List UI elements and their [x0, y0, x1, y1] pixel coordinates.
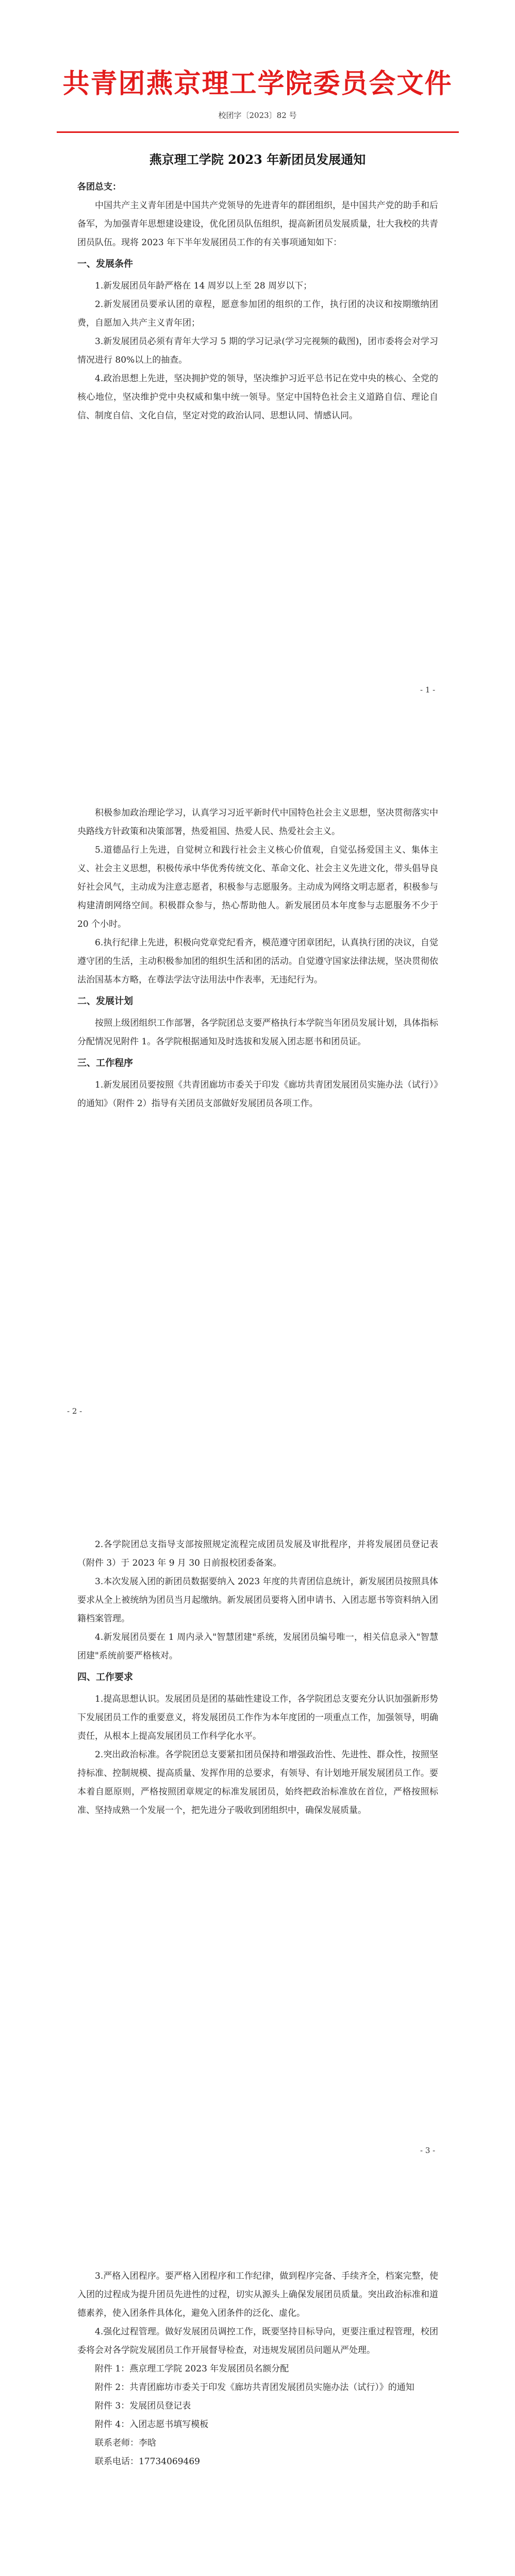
red-divider	[57, 131, 459, 133]
section-heading-3: 三、工作程序	[77, 1058, 133, 1069]
attachment-2: 附件 2：共青团廊坊市委关于印发《廊坊共青团发展团员实施办法（试行）》的通知	[95, 2382, 414, 2393]
intro-paragraph: 中国共产主义青年团是中国共产党领导的先进青年的群团组织，是中国共产党的助手和后备军，为加强青年思想建设建设，优化团员队伍组织，提高新团员发展质量，壮大我校的共青团员队伍。现将 2023 年下半年发展团员工作的有关事项通知如下：	[77, 200, 438, 248]
document-title: 燕京理工学院 2023 年新团员发展通知	[149, 152, 366, 167]
plan-paragraph: 按照上级团组织工作部署，各学院团总支要严格执行本学院当年团员发展计划，具体指标分配情况见附件 1。各学院根据通知及时选拔和发展入团志愿书和团员证。	[77, 1018, 438, 1047]
condition-item-1: 1.新发展团员年龄严格在 14 周岁以上至 28 周岁以下；	[95, 281, 312, 291]
requirement-item-1: 1.提高思想认识。发展团员是团的基础性建设工作，各学院团总支要充分认识加强新形势下发展团员工作的重要意义，将发展团员工作作为本年度团的一项重点工作，加强领导，明确责任，从根本上提高发展团员工作科学化水平。	[77, 1694, 438, 1741]
page-number: - 3 -	[420, 2146, 436, 2155]
condition-item-2: 2.新发展团员要承认团的章程，愿意参加团的组织的工作，执行团的决议和按期缴纳团费，自愿加入共产主义青年团；	[77, 299, 438, 328]
page-number: - 2 -	[67, 1406, 82, 1416]
contact-phone: 联系电话：17734069469	[95, 2456, 200, 2467]
requirement-item-3: 3.严格入团程序。要严格入团程序和工作纪律，做到程序完备、手续齐全，档案完整，使入团的过程成为提升团员先进性的过程，切实从源头上确保发展团员质量。突出政治标准和道德素养，使入团条件具体化，避免入团条件的泛化、虚化。	[77, 2271, 438, 2318]
page-4	[0, 2190, 515, 2576]
condition-item-4-continued: 积极参加政治理论学习，认真学习习近平新时代中国特色社会主义思想，坚决贯彻落实中央路线方针政策和决策部署，热爱祖国、热爱人民、热爱社会主义。	[77, 808, 438, 837]
condition-item-4: 4.政治思想上先进，坚决拥护党的领导，坚决维护习近平总书记在党中央的核心、全党的核心地位，坚决维护党中央权威和集中统一领导。坚定中国特色社会主义道路自信、理论自信、制度自信、文化自信，坚定对党的政治认同、思想认同、情感认同。	[77, 374, 438, 421]
requirement-item-2: 2.突出政治标准。各学院团总支要紧扣团员保持和增强政治性、先进性、群众性，按照坚持标准、控制规模、提高质量、发挥作用的总要求，有领导、有计划地开展发展团员工作。要本着自愿原则，严格按照团章规定的标准发展团员，始终把政治标准放在首位，严格按照标准、坚持成熟一个发展一个，把先进分子吸收到团组织中，确保发展质量。	[77, 1750, 438, 1816]
section-heading-1: 一、发展条件	[77, 259, 133, 269]
condition-item-5: 5.道德品行上先进，自觉树立和践行社会主义核心价值观，自觉弘扬爱国主义、集体主义、社会主义思想，积极传承中华优秀传统文化、革命文化、社会主义先进文化，带头倡导良好社会风气，主动成为注意志愿者，积极参与志愿服务。主动成为网络文明志愿者，积极参与构建清朗网络空间。积极群众参与，热心帮助他人。新发展团员本年度参与志愿服务不少于 20 个小时。	[77, 845, 438, 929]
condition-item-6: 6.执行纪律上先进，积极向党章党纪看齐，模范遵守团章团纪，认真执行团的决议，自觉遵守团的生活，主动积极参加团的组织生活和团的活动。自觉遵守国家法律法规，坚决贯彻依法治国基本方略，在尊法学法守法用法中作表率，无违纪行为。	[77, 938, 438, 985]
document-header-title: 共青团燕京理工学院委员会文件	[62, 69, 453, 99]
page-2	[0, 726, 515, 1458]
page-1-content	[77, 178, 438, 425]
page-3-content	[77, 1535, 438, 1820]
salutation: 各团总支：	[77, 182, 121, 192]
condition-item-3: 3.新发展团员必须有青年大学习 5 期的学习记录(学习完视频的截图)，团市委将会对学习情况进行 80%以上的抽查。	[77, 336, 438, 365]
procedure-item-1: 1.新发展团员要按照《共青团廊坊市委关于印发《廊坊共青团发展团员实施办法（试行）》的通知》（附件 2）指导有关团员支部做好发展团员各项工作。	[77, 1080, 438, 1109]
section-heading-4: 四、工作要求	[77, 1672, 133, 1683]
attachments-list	[77, 2360, 438, 2471]
contact-teacher: 联系老师：李晗	[95, 2438, 156, 2448]
procedure-item-2: 2.各学院团总支指导支部按照规定流程完成团员发展及审批程序，并将发展团员登记表（附件 3）于 2023 年 9 月 30 日前报校团委备案。	[77, 1539, 438, 1568]
page-4-content	[77, 2267, 438, 2471]
page-3	[0, 1458, 515, 2190]
attachment-4: 附件 4：入团志愿书填写模板	[95, 2419, 209, 2430]
attachment-3: 附件 3：发展团员登记表	[95, 2401, 191, 2411]
section-heading-2: 二、发展计划	[77, 996, 133, 1007]
requirement-item-4: 4.强化过程管理。做好发展团员调控工作，既要坚持目标导向，更要注重过程管理，校团委将会对各学院发展团员工作开展督导检查，对违规发展团员问题从严处理。	[77, 2327, 438, 2355]
page-1	[0, 0, 515, 726]
attachment-1: 附件 1：燕京理工学院 2023 年发展团员名额分配	[95, 2364, 289, 2374]
procedure-item-3: 3.本次发展入团的新团员数据要纳入 2023 年度的共青团信息统计，新发展团员按照具体要求从全上被统纳为团员当月起缴纳。新发展团员要将入团申请书、入团志愿书等资料纳入团籍档案管理。	[77, 1577, 438, 1624]
page-number: - 1 -	[420, 685, 436, 694]
page-2-content	[77, 804, 438, 1113]
document-number: 校团字〔2023〕82 号	[218, 111, 297, 120]
procedure-item-4: 4.新发展团员要在 1 周内录入"智慧团建"系统，发展团员编号唯一，相关信息录入"智慧团建"系统前要严格核对。	[77, 1632, 438, 1661]
